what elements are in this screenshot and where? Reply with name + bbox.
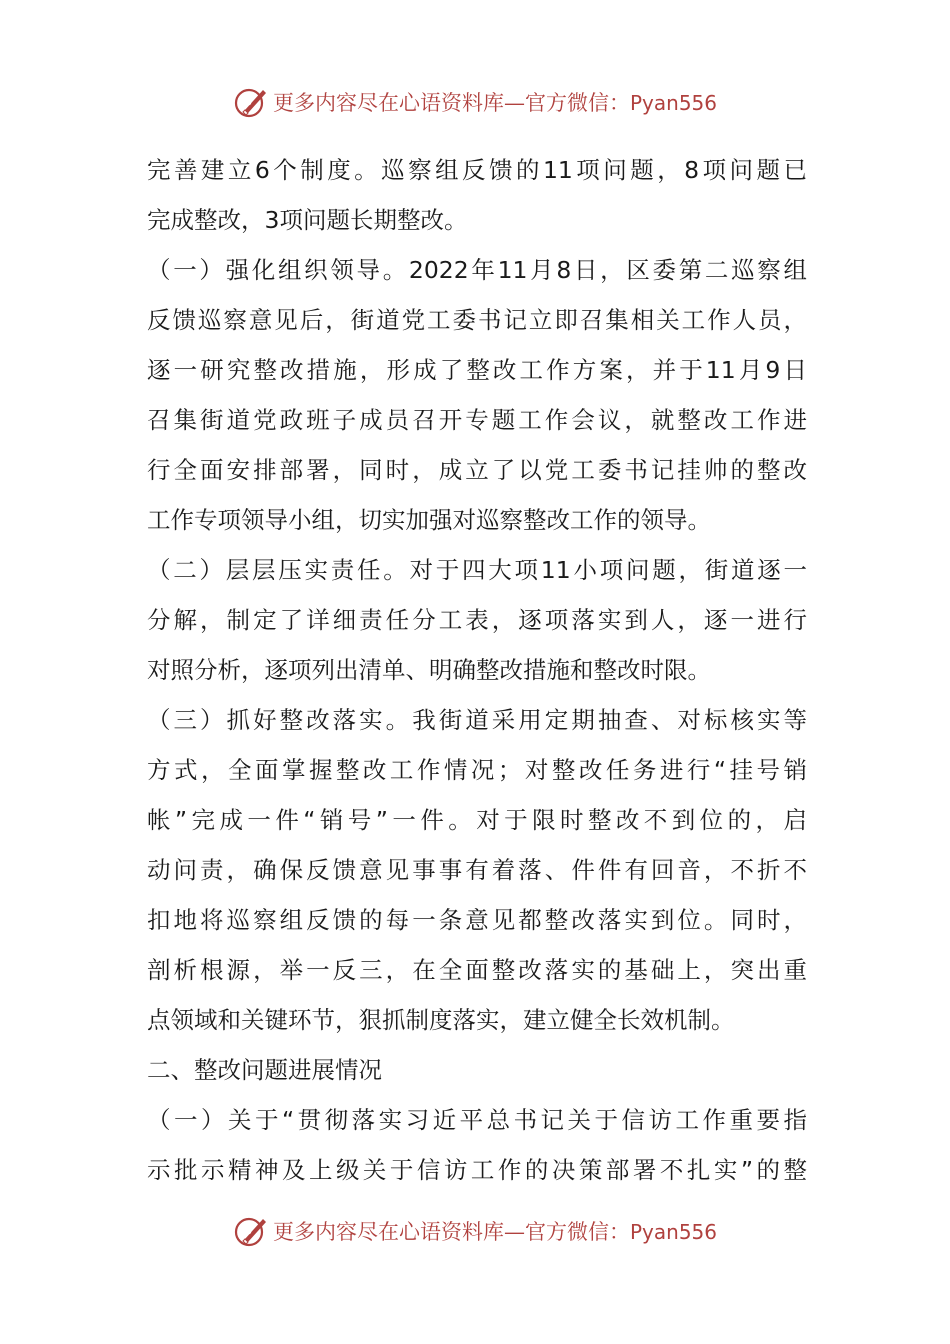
text-line: 动问责，确保反馈意见事事有着落、件件有回音，不折不 <box>147 856 807 884</box>
text-line: 行全面安排部署，同时，成立了以党工委书记挂帅的整改 <box>147 456 807 484</box>
text-line: （一）强化组织领导。2022年11月8日，区委第二巡察组 <box>147 256 807 284</box>
pen-nib-circle-icon <box>233 1213 269 1249</box>
watermark-text: 更多内容尽在心语资料库—官方微信：Pyan556 <box>272 91 717 115</box>
watermark-handle: Pyan556 <box>629 1220 717 1244</box>
text-line: 扣地将巡察组反馈的每一条意见都整改落实到位。同时， <box>147 906 807 934</box>
text-line: 逐一研究整改措施，形成了整改工作方案，并于11月9日 <box>147 356 807 384</box>
footer-watermark <box>0 1211 950 1251</box>
text-line: 完成整改，3项问题长期整改。 <box>147 206 468 234</box>
text-line: 点领域和关键环节，狠抓制度落实，建立健全长效机制。 <box>147 1006 735 1034</box>
text-line: 工作专项领导小组，切实加强对巡察整改工作的领导。 <box>147 506 711 534</box>
text-line: （三）抓好整改落实。我街道采用定期抽查、对标核实等 <box>147 706 807 734</box>
watermark-handle: Pyan556 <box>629 91 717 115</box>
text-line: 反馈巡察意见后，街道党工委书记立即召集相关工作人员， <box>147 306 807 334</box>
header-watermark <box>0 82 950 122</box>
text-line: 分解，制定了详细责任分工表，逐项落实到人，逐一进行 <box>147 606 807 634</box>
text-line: 剖析根源，举一反三，在全面整改落实的基础上，突出重 <box>147 956 807 984</box>
text-line: （二）层层压实责任。对于四大项11小项问题，街道逐一 <box>147 556 807 584</box>
document-body <box>147 145 807 1195</box>
text-line: 方式，全面掌握整改工作情况；对整改任务进行“挂号销 <box>147 756 807 784</box>
text-line: 二、整改问题进展情况 <box>147 1056 382 1084</box>
text-line: 召集街道党政班子成员召开专题工作会议，就整改工作进 <box>147 406 807 434</box>
text-line: （一）关于“贯彻落实习近平总书记关于信访工作重要指 <box>147 1106 807 1134</box>
watermark-text: 更多内容尽在心语资料库—官方微信：Pyan556 <box>272 1220 717 1244</box>
text-line: 完善建立6个制度。巡察组反馈的11项问题，8项问题已 <box>147 156 807 184</box>
text-line: 对照分析，逐项列出清单、明确整改措施和整改时限。 <box>147 656 711 684</box>
text-line: 示批示精神及上级关于信访工作的决策部署不扎实”的整 <box>147 1156 807 1184</box>
text-line: 帐”完成一件“销号”一件。对于限时整改不到位的，启 <box>147 806 807 834</box>
pen-nib-circle-icon <box>233 84 269 120</box>
